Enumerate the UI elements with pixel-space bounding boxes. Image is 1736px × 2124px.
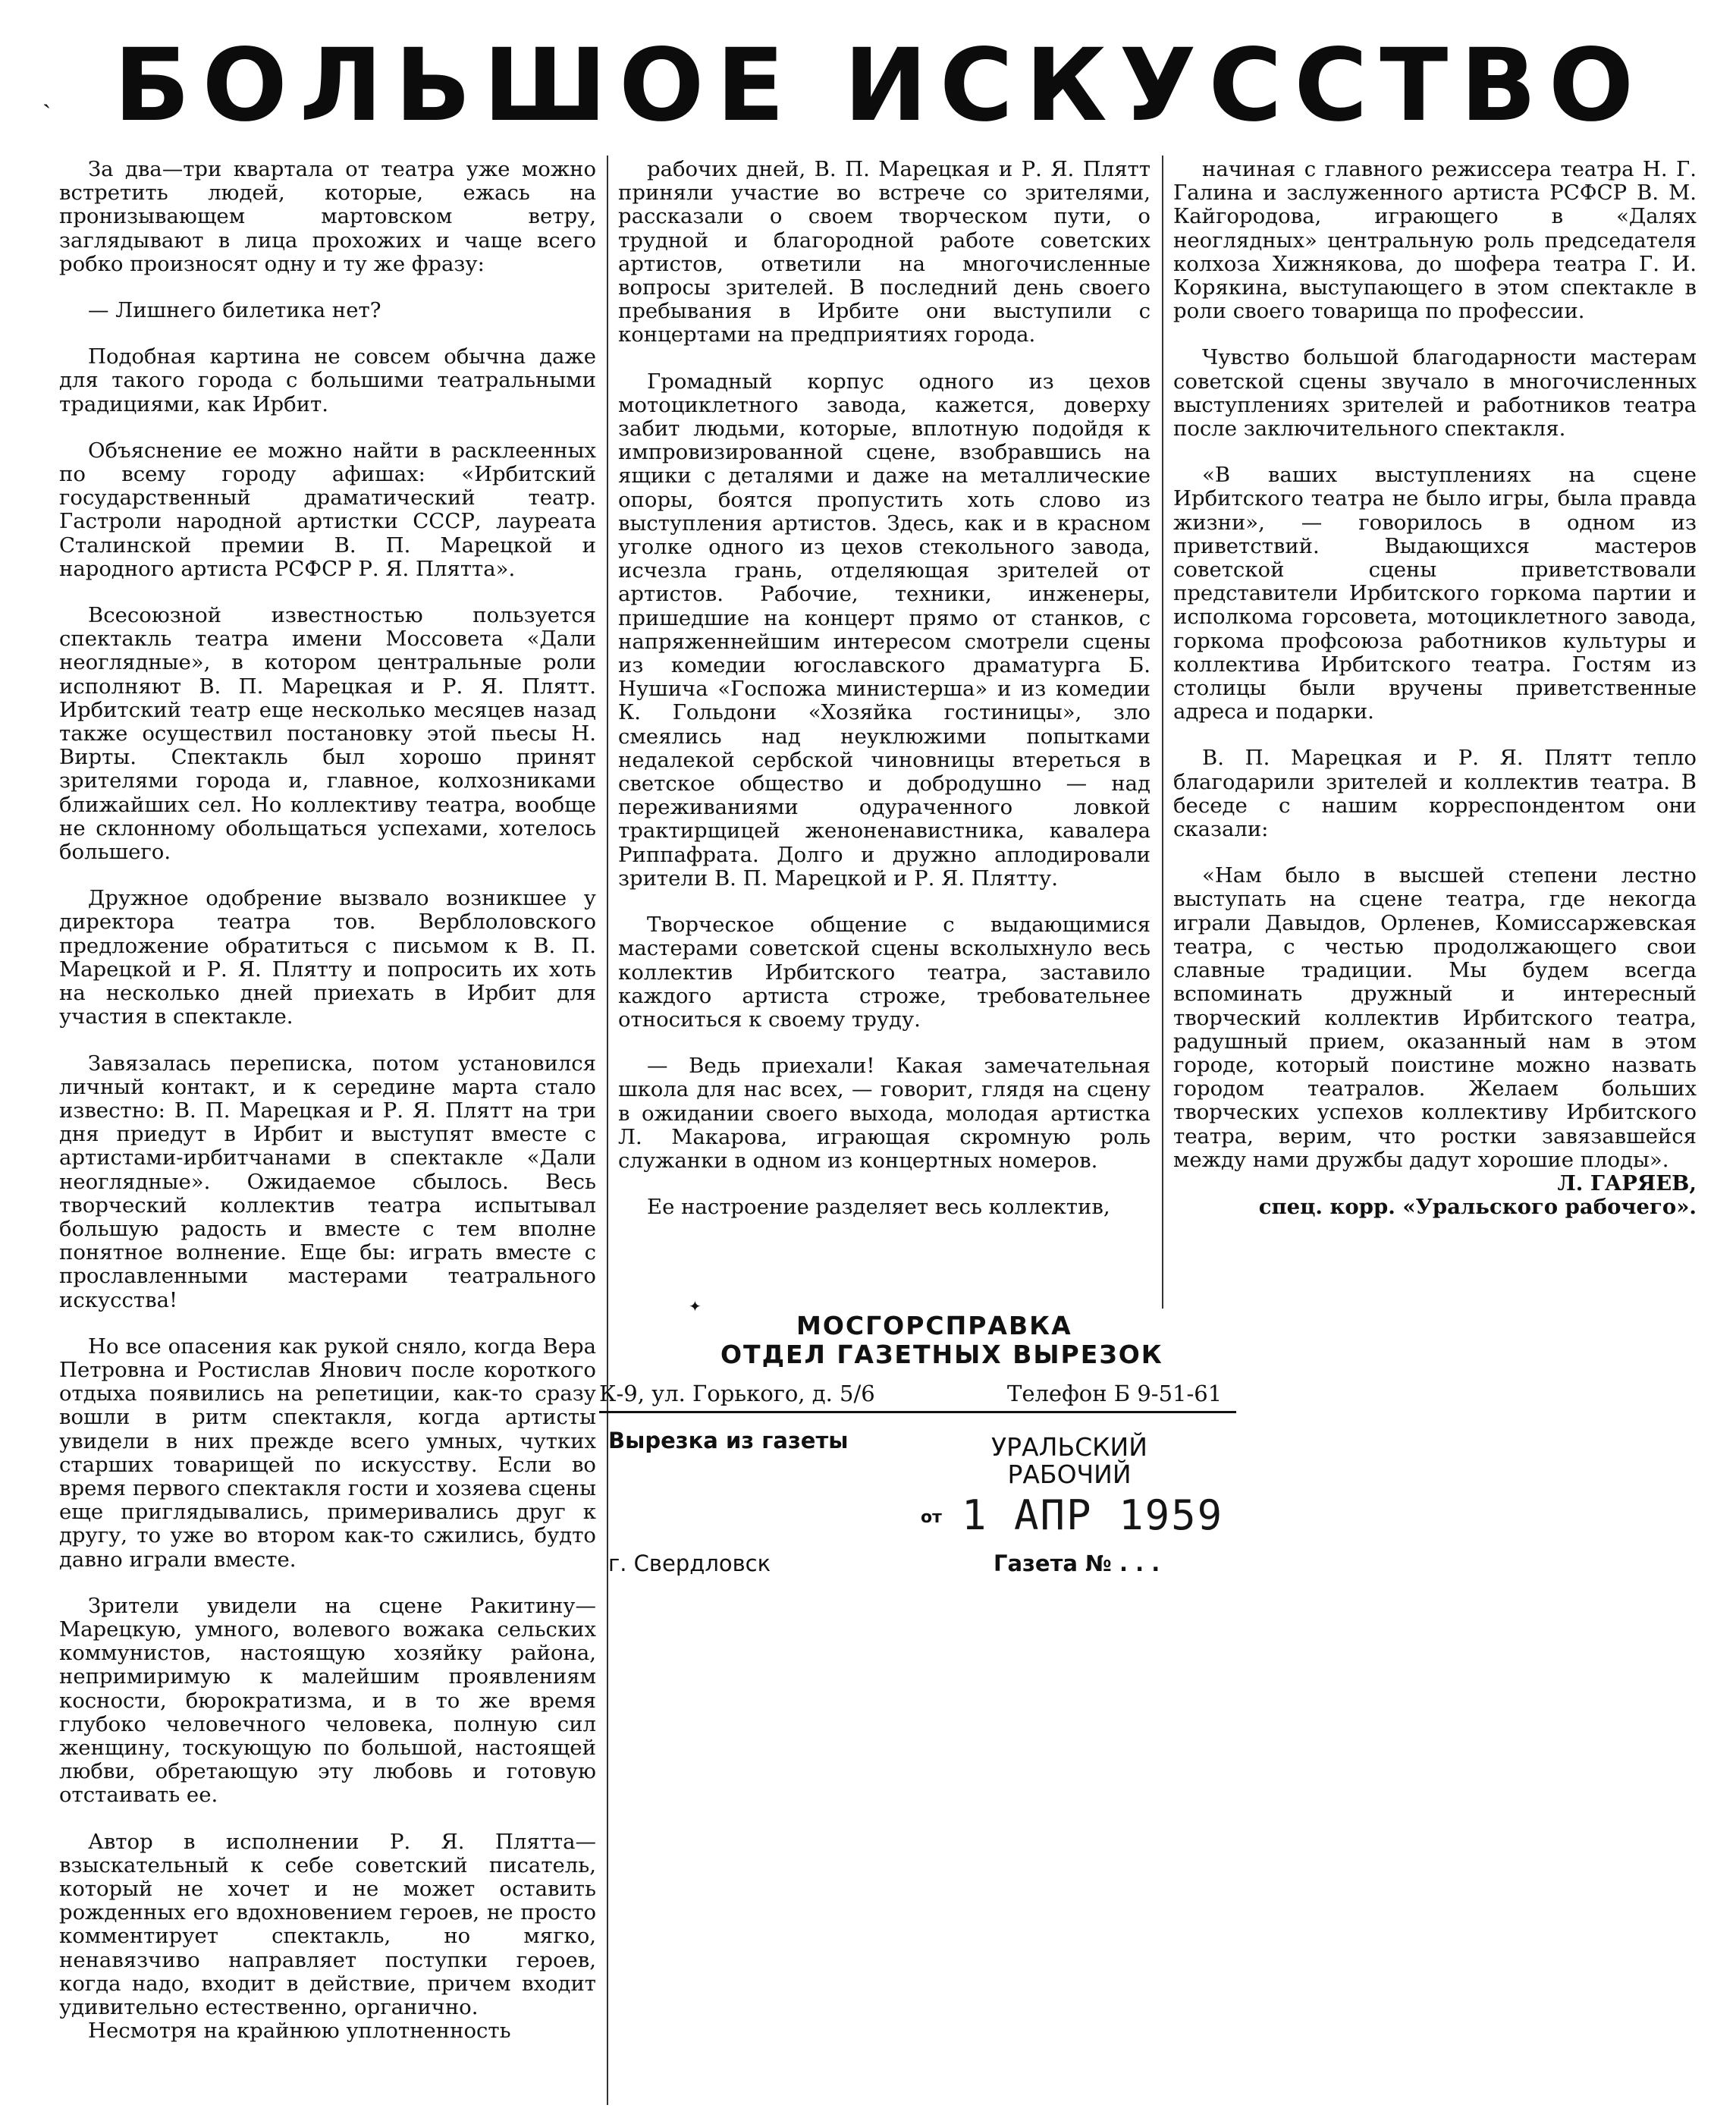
margin-mark: ˎ bbox=[42, 79, 52, 109]
stamp-date: 1 АПР 1959 bbox=[962, 1491, 1224, 1539]
paragraph: Дружное одобрение вызвало возникшее у директора театра тов. Верблоловского предложение обратиться с письмом к В. П. Марецкой и Р. Я. Плятту и попросить их хоть на несколько дней приехать в Ирбит для участия в спектакле. bbox=[59, 886, 596, 1029]
paragraph: Завязалась переписка, потом установился личный контакт, и к середине марта стало известно: В. П. Марецкая и Р. Я. Плятт на три дня приедут в Ирбит и выступят вместе с артистами-ирбитчанами в спектакле «Дали неоглядные». Ожидаемое сбылось. Весь творческий коллектив театра испытывал большую радость и вместе с тем вполне понятное волнение. Еще бы: играть вместе с прославленными мастерами театрального искусства! bbox=[59, 1051, 596, 1312]
paragraph: Творческое общение с выдающимися мастерами советской сцены всколыхнуло весь коллектив Ирбитского театра, заставило каждого артиста строже, требовательнее относиться к своему труду. bbox=[618, 913, 1151, 1032]
author-name: Л. ГАРЯЕВ, bbox=[1557, 1170, 1697, 1196]
stamp-dept: ОТДЕЛ ГАЗЕТНЫХ ВЫРЕЗОК bbox=[720, 1340, 1163, 1369]
stamp-paper-name: УРАЛЬСКИЙ РАБОЧИЙ bbox=[991, 1432, 1147, 1489]
clipping-stamp bbox=[599, 1297, 1244, 1601]
column-1 bbox=[59, 158, 596, 2043]
star-icon: ✦ bbox=[689, 1297, 702, 1315]
author-role: спец. корр. «Уральского рабочего». bbox=[1258, 1195, 1697, 1220]
paragraph: Автор в исполнении Р. Я. Плятта—взыскательный к себе советский писатель, который не хочет и не может оставить рожденных его вдохновением героев, не просто комментирует спектакль, но мягко, ненавязчиво направляет поступки героев, когда надо, входит в действие, причем входит удивительно естественно, органично. bbox=[59, 1829, 596, 2020]
paragraph: Зрители увидели на сцене Ракитину—Марецкую, умного, волевого вожака сельских коммунистов, настоящую хозяйку района, непримиримую к малейшим проявлениям косности, бюрократизма, и в то же время глубоко человечного человека, полную сил женщину, тоскующую по большой, настоящей любви, обретающую эту любовь и готовую отстаивать ее. bbox=[59, 1593, 596, 1808]
paragraph: В. П. Марецкая и Р. Я. Плятт тепло благодарили зрителей и коллектив театра. В беседе с нашим корреспондентом они сказали: bbox=[1173, 746, 1697, 842]
paragraph: Всесоюзной известностью пользуется спектакль театра имени Моссовета «Дали неоглядные», в котором центральные роли исполняют В. П. Марецкая и Р. Я. Плятт. Ирбитский театр еще несколько месяцев назад также осуществил постановку этой пьесы Н. Вирты. Спектакль был хорошо принят зрителями города и, главное, колхозниками ближайших сел. Но коллективу театра, вообще не склонному обольщаться успехами, хотелось большего. bbox=[59, 603, 596, 865]
stamp-rule bbox=[599, 1411, 1236, 1413]
paragraph: За два—три квартала от театра уже можно встретить людей, которые, ежась на пронизывающем мартовском ветру, заглядывают в лица прохожих и чаще всего робко произносят одну и ту же фразу: bbox=[59, 157, 596, 276]
stamp-phone: Телефон Б 9-51-61 bbox=[1007, 1381, 1223, 1406]
paragraph: «В ваших выступлениях на сцене Ирбитского театра не было игры, была правда жизни», — говорилось в одном из приветствий. Выдающихся мастеров советской сцены приветствовали представители Ирбитского горкома партии и исполкома горсовета, мотоциклетного завода, горкома профсоюза работников культуры и коллектива Ирбитского театра. Гостям из столицы были вручены приветственные адреса и подарки. bbox=[1173, 463, 1697, 724]
column-divider bbox=[1162, 156, 1163, 1309]
paragraph: — Лишнего билетика нет? bbox=[88, 298, 381, 323]
column-2 bbox=[618, 158, 1151, 1219]
stamp-gazeta-number: Газета № . . . bbox=[994, 1551, 1160, 1576]
paragraph: Громадный корпус одного из цехов мотоциклетного завода, кажется, доверху забит людьми, которые, вплотную подойдя к импровизированной сцене, взобравшись на ящики с деталями и даже на металлические опоры, боятся пропустить хоть слово из выступления артистов. Здесь, как и в красном уголке одного из цехов стекольного завода, исчезла грань, отделяющая зрителей от артистов. Рабочие, техники, инженеры, пришедшие на концерт прямо от станков, с напряженнейшим интересом смотрели сцены из комедии югославского драматурга Б. Нушича «Госпожа министерша» и из комедии К. Гольдони «Хозяйка гостиницы», зло смеялись над неуклюжими попытками недалекой сербской чиновницы втереться в светское общество и добродушно — над переживаниями одураченного ловкой трактирщицей женоненавистника, кавалера Риппафрата. Долго и дружно аплодировали зрители В. П. Марецкой и Р. Я. Плятту. bbox=[618, 369, 1151, 891]
paragraph: рабочих дней, В. П. Марецкая и Р. Я. Плятт приняли участие во встрече со зрителями, рассказали о своем творческом пути, о трудной и благородной работе советских артистов, ответили на многочисленные вопросы зрителей. В последний день своего пребывания в Ирбите они выступили с концертами на предприятиях города. bbox=[618, 157, 1151, 347]
stamp-from-label: от bbox=[921, 1508, 942, 1527]
paragraph: «Нам было в высшей степени лестно выступать на сцене театра, где некогда играли Давыдов, Орленев, Комиссаржевская театра, с честью продолжающего свои славные традиции. Мы будем всегда вспоминать дружный и интересный творческий коллектив Ирбитского театра, радушный прием, оказанный нам в этом городе, который поистине можно назвать городом театралов. Желаем больших творческих успехов коллективу Ирбитского театра, верим, что ростки завязавшейся между нами дружбы дадут хорошие плоды». bbox=[1173, 863, 1697, 1172]
paragraph: — Ведь приехали! Какая замечательная школа для нас всех, — говорит, глядя на сцену в ожидании своего выхода, молодая артистка Л. Макарова, играющая скромную роль служанки в одном из концертных номеров. bbox=[618, 1054, 1151, 1173]
stamp-org: МОСГОРСПРАВКА bbox=[796, 1311, 1072, 1340]
paragraph: Несмотря на крайнюю уплотненность bbox=[88, 2019, 511, 2044]
paragraph: Но все опасения как рукой сняло, когда Вера Петровна и Ростислав Янович после короткого отдыха появились на репетиции, как-то сразу вошли в ритм спектакля, когда артисты увидели в них прежде всего умных, чутких старших товарищей по искусству. Если во время первого спектакля гости и хозяева сцены еще приглядывались, примеривались друг к другу, то уже во втором как-то сжились, будто давно играли вместе. bbox=[59, 1334, 596, 1572]
paragraph: Чувство большой благодарности мастерам советской сцены звучало в многочисленных выступлениях зрителей и работников театра после заключительного спектакля. bbox=[1173, 345, 1697, 441]
stamp-address: К-9, ул. Горького, д. 5/6 bbox=[599, 1381, 875, 1406]
paragraph: начиная с главного режиссера театра Н. Г. Галина и заслуженного артиста РСФСР В. М. Кайгородова, играющего в «Далях неоглядных» центральную роль председателя колхоза Хижнякова, до шофера театра Г. И. Корякина, выступающего в этом спектакле в роли своего товарища по профессии. bbox=[1173, 157, 1697, 324]
stamp-city: г. Свердловск bbox=[608, 1551, 771, 1576]
paragraph: Объяснение ее можно найти в расклеенных по всему городу афишах: «Ирбитский государственный драматический театр. Гастроли народной артистки СССР, лауреата Сталинской премии В. П. Марецкой и народного артиста РСФСР Р. Я. Плятта». bbox=[59, 438, 596, 581]
stamp-clip-label: Вырезка из газеты bbox=[608, 1428, 849, 1453]
headline: БОЛЬШОЕ ИСКУССТВО bbox=[114, 27, 1647, 144]
column-3 bbox=[1173, 158, 1697, 1219]
paragraph: Ее настроение разделяет весь коллектив, bbox=[647, 1195, 1110, 1220]
column-divider bbox=[607, 156, 608, 2105]
paragraph: Подобная картина не совсем обычна даже для такого города с большими театральными традициями, как Ирбит. bbox=[59, 344, 596, 416]
